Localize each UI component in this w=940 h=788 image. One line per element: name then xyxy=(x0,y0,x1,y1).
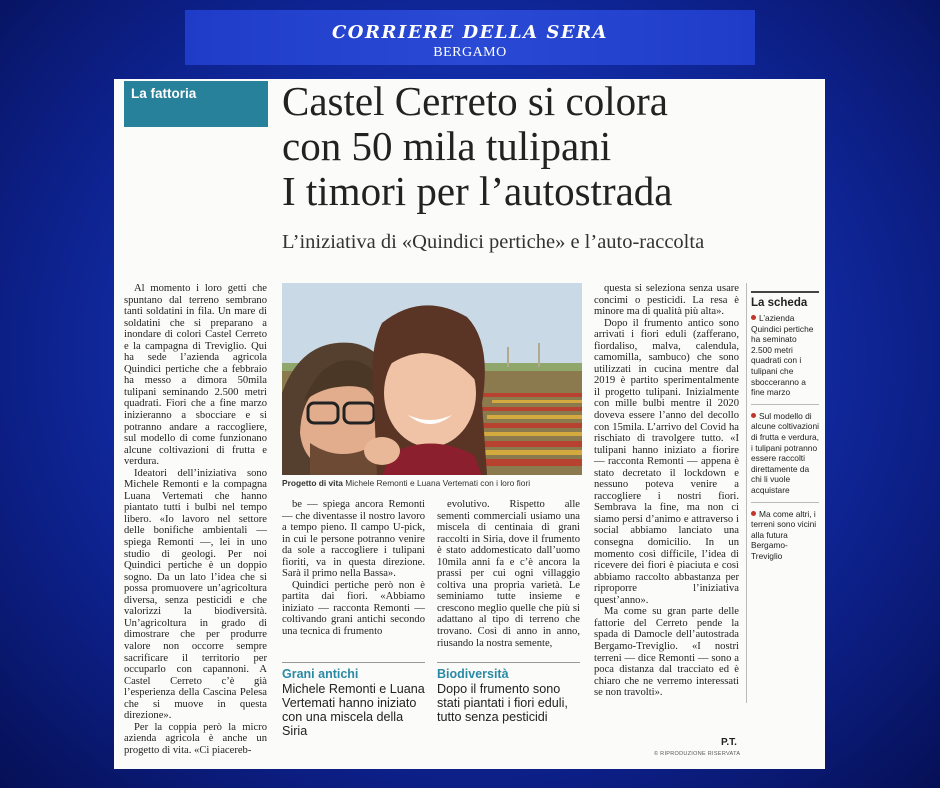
box-title: Biodiversità xyxy=(437,667,509,681)
paragraph: be — spiega ancora Remonti — che diventasse il nostro lavoro a tempo pieno. Il campo U-pick, in cui le persone potranno venire da sole a raccogliere i tulipani fioriti, va in questa direzione. Sarà il primo nella Bassa». xyxy=(282,499,425,580)
author-signature: P.T. xyxy=(721,737,737,748)
headline-line-2: con 50 mila tulipani xyxy=(282,123,612,169)
fact-sheet-item-text: Sul modello di alcune coltivazioni di frutta e verdura, i tulipani potranno essere raccolti direttamente da chi li vuole acquistare xyxy=(751,410,819,495)
paragraph: evolutivo. Rispetto alle sementi commerciali usiamo una miscela di centinaia di grani raccolti in Siria, dove il frumento è stato addomesticato dall’uomo 10mila anni fa e c’è ancora la prassi per cui ogni villaggio coltiva una propria varietà. Le seminiamo tutte insieme e crescono meglio quelle che più si adattano al tipo di terreno che trovano. Così di anno in anno, riusando la nostra semente, xyxy=(437,499,580,649)
paragraph: Per la coppia però la micro azienda agricola è anche un progetto di vita. «Ci piacereb- xyxy=(124,721,267,756)
bullet-icon xyxy=(751,315,756,320)
paragraph: Ma come su gran parte delle fattorie del Cerreto pende la spada di Damocle dell’autostrada Bergamo-Treviglio. «I nostri terreni — dice Remonti — sono a poca distanza dal tracciato ed è chiaro che ne verremo interessati se non travolti». xyxy=(594,606,739,699)
couple-photo-illustration xyxy=(282,283,582,475)
paragraph: Quindici pertiche però non è partita dai fiori. «Abbiamo iniziato — racconta Remonti — coltivando grani antichi secondo una tecnica di frumento xyxy=(282,579,425,638)
newspaper-page xyxy=(114,79,825,769)
subheadline: L’iniziativa di «Quindici pertiche» e l’auto-raccolta xyxy=(282,231,705,253)
edition-city: BERGAMO xyxy=(433,45,507,60)
paragraph: questa si seleziona senza usare concimi o pesticidi. La resa è minore ma di qualità più alta». xyxy=(594,283,739,318)
article-column-4 xyxy=(594,283,739,699)
article-column-1 xyxy=(124,283,267,756)
bullet-icon xyxy=(751,511,756,516)
article-column-3 xyxy=(437,499,580,649)
fact-sheet-item xyxy=(751,411,819,503)
box-body: Dopo il frumento sono stati piantati i fiori eduli, tutto senza pesticidi xyxy=(437,682,568,724)
fact-sheet-item-text: Ma come altri, i terreni sono vicini alla futura Bergamo-Treviglio xyxy=(751,508,817,561)
column-divider xyxy=(746,283,747,703)
fact-sheet-item xyxy=(751,509,819,568)
caption-text: Michele Remonti e Luana Vertemati con i loro fiori xyxy=(345,478,531,488)
fact-sheet-item xyxy=(751,313,819,405)
article-photo xyxy=(282,283,582,475)
photo-caption xyxy=(282,478,582,488)
fact-sheet xyxy=(751,291,819,573)
newspaper-brand: CORRIERE DELLA SERA xyxy=(331,22,609,43)
fact-sheet-title: La scheda xyxy=(751,297,808,309)
highlight-box-biodiversita xyxy=(437,662,580,724)
fact-sheet-item-text: L’azienda Quindici pertiche ha seminato 2.500 metri quadrati con i tulipani che sbocceranno a fine marzo xyxy=(751,313,814,398)
highlight-box-grani xyxy=(282,662,425,738)
box-title: Grani antichi xyxy=(282,667,359,681)
box-body: Michele Remonti e Luana Vertemati hanno iniziato con una miscela della Siria xyxy=(282,682,425,738)
headline xyxy=(282,79,822,214)
article-column-2 xyxy=(282,499,425,638)
copyright-note: © RIPRODUZIONE RISERVATA xyxy=(654,751,741,757)
headline-line-1: Castel Cerreto si colora xyxy=(282,78,668,124)
headline-line-3: I timori per l’autostrada xyxy=(282,168,673,214)
paragraph: Al momento i loro getti che spuntano dal terreno sembrano tanti soldatini in fila. Un mare di soldatini che si preparano a inondare di colori Castel Cerreto e la campagna di Treviglio. Qui ha sede l’azienda agricola Quindici pertiche che a febbraio ha messo a dimora 50mila tulipani seminando 2.500 metri quadrati. Fiori che a fine marzo inizieranno a sbocciare e si potranno andare a raccogliere, sul modello di come funzionano alcune coltivazioni di frutta e verdura. xyxy=(124,283,267,468)
section-tag xyxy=(124,81,268,127)
paragraph: Dopo il frumento antico sono arrivati i fiori eduli (zafferano, fiordaliso, malva, calendula, camomilla, sambuco) che sono utilizzati in cucina mentre dal 2019 è partito sperimentalmente il progetto tulipani. Inizialmente con mille bulbi mentre il 2020 doveva essere l’anno del decollo con 15mila. L’arrivo del Covid ha rischiato di travolgere tutto. «I tulipani hanno iniziato a fiorire — racconta Remonti — appena è stato decretato il lockdown e nessuno poteva venire a raccogliere i nostri fiori. Sembrava la fine, ma non ci siamo persi d’animo e attraverso i social abbiamo lanciato una consegna domicilio. In un momento così difficile, l’idea di ricevere dei fiori è piaciuta e così abbiamo raccolto abbastanza per riproporre l’iniziativa quest’anno». xyxy=(594,317,739,606)
masthead-banner xyxy=(185,10,755,65)
paragraph: Ideatori dell’iniziativa sono Michele Remonti e la compagna Luana Vertemati che hanno piantato tutti i bulbi nel tempo libero. «Io lavoro nel settore delle bonifiche ambientali — spiega Remonti —, lei in uno studio di geologi. Per noi Quindici pertiche è un doppio sogno. Da un lato l’idea che si possa promuovere un’agricoltura diversa, senza pesticidi e che valorizzi la biodiversità. Un’agricoltura in grado di dimostrare che per produrre valore non occorre sempre sacrificare il territorio per occuparlo con capannoni. A Castel Cerreto c’è già l’esperienza della Cascina Pelesa che si muove in questa direzione». xyxy=(124,467,267,722)
section-label: La fattoria xyxy=(131,86,197,101)
bullet-icon xyxy=(751,413,756,418)
caption-title: Progetto di vita xyxy=(282,478,343,488)
